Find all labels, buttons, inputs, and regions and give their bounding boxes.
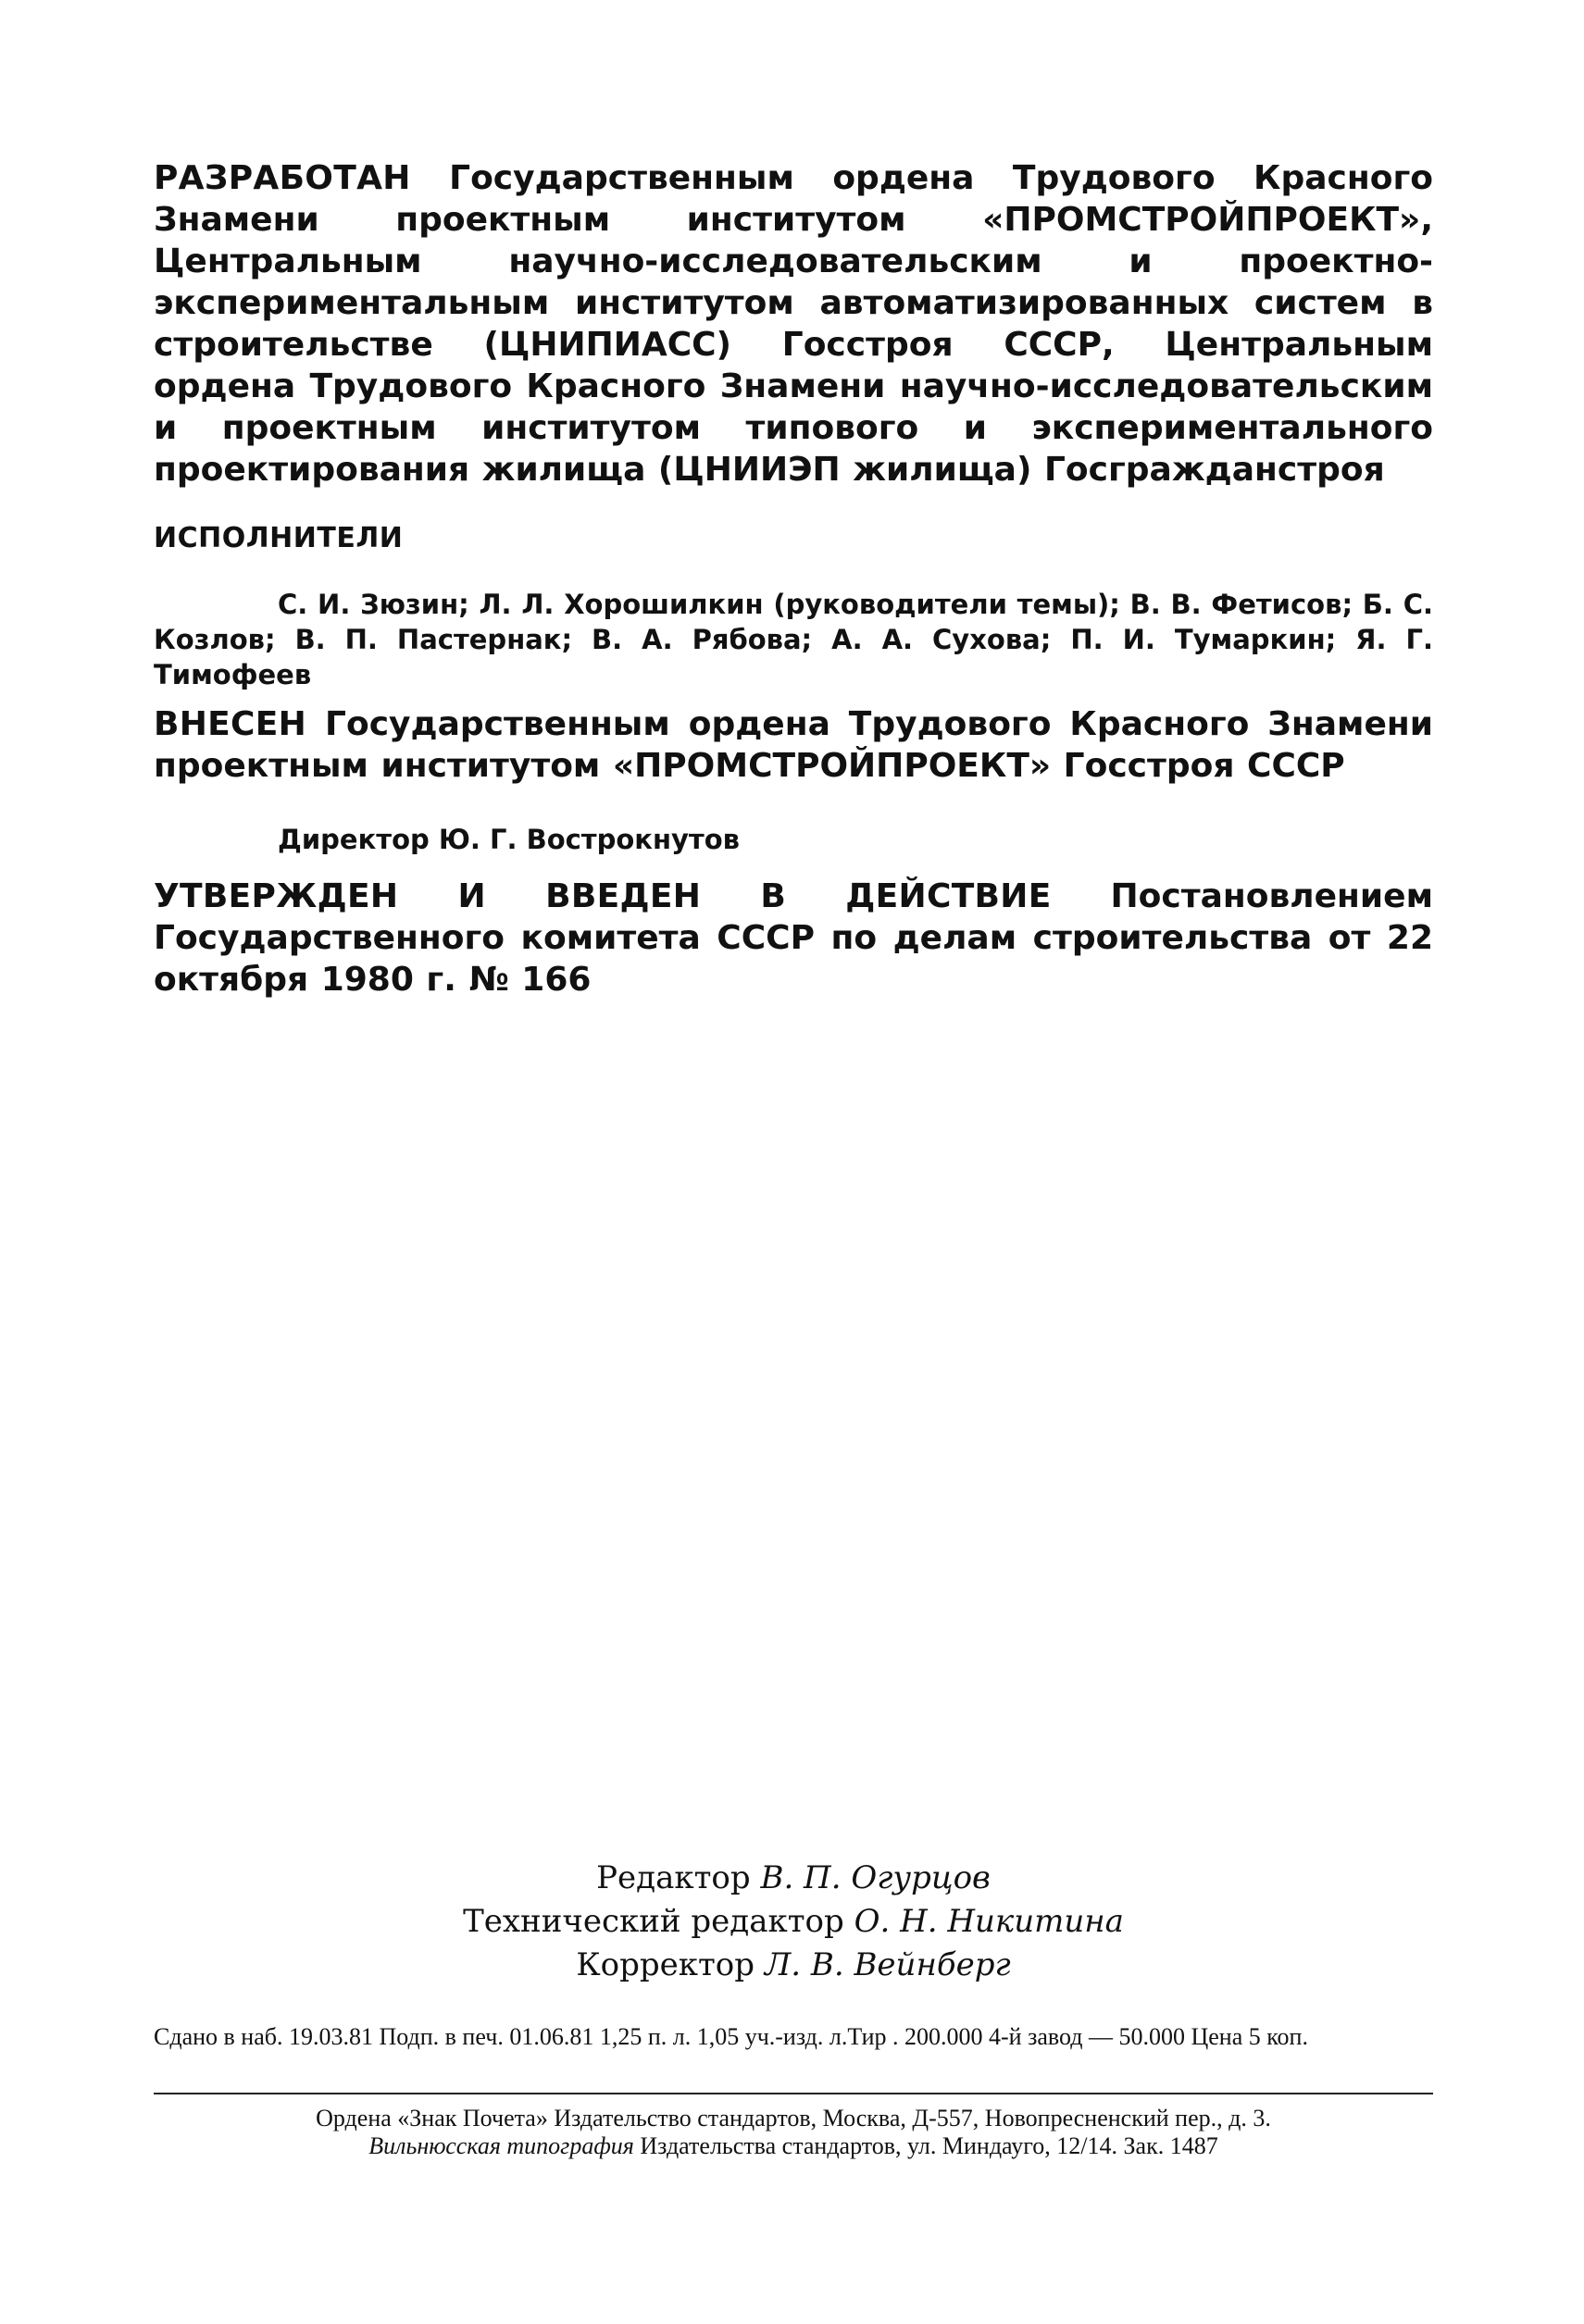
imprint-divider bbox=[154, 2093, 1433, 2094]
submitted-text: Государственным ордена Трудового Красного Знамени проектным институтом «ПРОМСТРОЙПРОЕКТ» Госстроя СССР bbox=[154, 705, 1433, 785]
print-info: Сдано в наб. 19.03.81 Подп. в печ. 01.06.81 1,25 п. л. 1,05 уч.-изд. л.Тир . 200.000 4-й завод — 50.000 Цена 5 коп. bbox=[154, 2023, 1308, 2050]
printer-line bbox=[154, 2132, 1433, 2160]
approved-paragraph bbox=[154, 876, 1433, 1000]
approved-text: Постановлением Государственного комитета СССР по делам строительства от 22 октября 1980 г. № 166 bbox=[154, 877, 1433, 999]
credit-editor bbox=[154, 1857, 1433, 1900]
developed-text: Государственным ордена Трудового Красного Знамени проектным институтом «ПРОМСТРОЙПРОЕКТ», Центральным научно-исследовательским и проектно-экспериментальным институтом автоматизированных систем в строительстве (ЦНИПИАСС) Госстроя СССР, Центральным ордена Трудового Красного Знамени научно-исследовательским и проектным институтом типового и экспериментального проектирования жилища (ЦНИИЭП жилища) Госгражданстроя bbox=[154, 159, 1433, 489]
tech-editor-role: Технический редактор bbox=[463, 1903, 844, 1940]
tech-editor-name: О. Н. Никитина bbox=[854, 1903, 1124, 1940]
editor-role: Редактор bbox=[596, 1859, 751, 1896]
printer-address: Издательства стандартов, ул. Миндауго, 12/14. Зак. 1487 bbox=[640, 2132, 1218, 2159]
executors-names: С. И. Зюзин; Л. Л. Хорошилкин (руководители темы); В. В. Фетисов; Б. С. Козлов; В. П. Пастернак; В. А. Рябова; А. А. Сухова; П. И. Тумаркин; Я. Г. Тимофеев bbox=[154, 589, 1433, 690]
developed-paragraph bbox=[154, 157, 1433, 491]
executors-label: ИСПОЛНИТЕЛИ bbox=[154, 522, 404, 554]
credit-proofreader bbox=[154, 1944, 1433, 1987]
developed-lead: РАЗРАБОТАН bbox=[154, 159, 411, 197]
publisher-line: Ордена «Знак Почета» Издательство стандартов, Москва, Д-557, Новопресненский пер., д. 3. bbox=[316, 2105, 1271, 2131]
submitted-lead: ВНЕСЕН bbox=[154, 705, 307, 743]
proofreader-role: Корректор bbox=[576, 1946, 755, 1983]
printer-name: Вильнюсская типография bbox=[368, 2132, 634, 2159]
approved-lead: УТВЕРЖДЕН И ВВЕДЕН В ДЕЙСТВИЕ bbox=[154, 877, 1052, 915]
editor-name: В. П. Огурцов bbox=[760, 1859, 991, 1896]
proofreader-name: Л. В. Вейнберг bbox=[764, 1946, 1011, 1983]
director-line: Директор Ю. Г. Вострокнутов bbox=[278, 824, 741, 855]
credit-tech-editor bbox=[154, 1900, 1433, 1944]
submitted-paragraph bbox=[154, 703, 1433, 787]
